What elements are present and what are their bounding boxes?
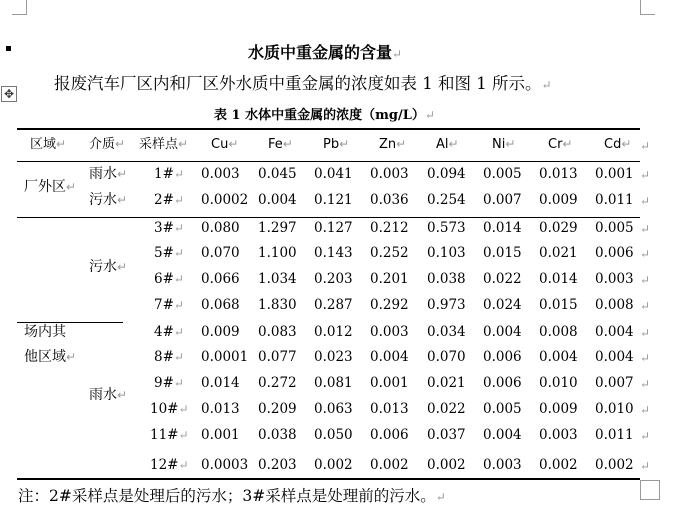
- concentration-value: 0.094: [427, 166, 466, 182]
- concentration-value: 0.292: [370, 297, 409, 313]
- concentration-value: 0.005: [483, 166, 522, 182]
- table-group-rule: [17, 217, 640, 218]
- concentration-value: 0.037: [427, 427, 466, 443]
- concentration-value: 0.022: [483, 271, 522, 287]
- concentration-value: 1.830: [258, 297, 297, 313]
- concentration-value: 0.002: [370, 457, 409, 473]
- concentration-value: 1.034: [258, 271, 297, 287]
- table-top-rule: [17, 128, 640, 130]
- table-bottom-rule: [17, 478, 640, 480]
- concentration-value: 0.013: [370, 401, 409, 417]
- concentration-value: 0.201: [370, 271, 409, 287]
- concentration-value: 0.038: [427, 271, 466, 287]
- concentration-value: 0.036: [370, 192, 409, 208]
- concentration-value: 0.0002: [201, 192, 249, 208]
- concentration-value: 0.006: [370, 427, 409, 443]
- concentration-value: 0.002: [427, 457, 466, 473]
- concentration-value: 0.013: [201, 401, 240, 417]
- paragraph-bullet: [6, 46, 11, 51]
- concentration-value: 0.005: [595, 220, 634, 236]
- concentration-value: 0.008: [539, 324, 578, 340]
- row-end-mark: ↵: [640, 326, 651, 340]
- concentration-value: 0.081: [314, 375, 353, 391]
- column-header: Ni↵: [492, 137, 516, 152]
- concentration-value: 0.005: [483, 401, 522, 417]
- concentration-value: 0.029: [539, 220, 578, 236]
- concentration-value: 0.004: [539, 349, 578, 365]
- concentration-value: 0.015: [539, 297, 578, 313]
- concentration-value: 0.254: [427, 192, 466, 208]
- row-end-mark: ↵: [640, 194, 651, 208]
- concentration-value: 0.063: [314, 401, 353, 417]
- page-corner-mark: [640, 0, 655, 15]
- concentration-value: 0.002: [539, 457, 578, 473]
- row-end-mark: ↵: [640, 168, 651, 182]
- media-label: 雨水↵: [89, 166, 128, 182]
- column-header: Al↵: [436, 137, 459, 152]
- concentration-value: 0.004: [483, 324, 522, 340]
- page-corner-mark: [12, 0, 27, 15]
- row-end-mark: ↵: [640, 247, 651, 261]
- row-end-mark: ↵: [640, 222, 651, 236]
- concentration-value: 0.068: [201, 297, 240, 313]
- row-end-mark: ↵: [640, 351, 651, 365]
- concentration-value: 0.004: [258, 192, 297, 208]
- sample-point: 10#↵: [150, 401, 189, 417]
- sample-point: 4#↵: [154, 324, 184, 340]
- row-end-mark: ↵: [640, 377, 651, 391]
- concentration-value: 1.100: [258, 245, 297, 261]
- concentration-value: 0.002: [595, 457, 634, 473]
- sample-point: 12#↵: [150, 457, 189, 473]
- concentration-value: 0.045: [258, 166, 297, 182]
- intro-paragraph: 报废汽车厂区内和厂区外水质中重金属的浓度如表 1 和图 1 所示。↵: [54, 74, 552, 93]
- column-header: Zn↵: [379, 137, 407, 152]
- concentration-value: 0.0003: [201, 457, 249, 473]
- concentration-value: 0.287: [314, 297, 353, 313]
- concentration-value: 0.070: [201, 245, 240, 261]
- column-header: Fe↵: [268, 137, 293, 152]
- concentration-value: 0.573: [427, 220, 466, 236]
- region-label: 厂外区↵: [24, 179, 77, 195]
- concentration-value: 0.011: [595, 192, 634, 208]
- sample-point: 7#↵: [154, 297, 184, 313]
- row-end-mark: ↵: [640, 459, 651, 473]
- concentration-value: 0.034: [427, 324, 466, 340]
- column-header: 区域↵: [30, 137, 67, 152]
- concentration-value: 0.003: [539, 427, 578, 443]
- sample-point: 5#↵: [154, 245, 184, 261]
- table-caption: 表 1 水体中重金属的浓度（mg/L）↵: [214, 108, 435, 123]
- media-label: 雨水↵: [89, 387, 128, 403]
- region-label: 他区域↵: [24, 349, 77, 365]
- concentration-value: 0.212: [370, 220, 409, 236]
- concentration-value: 0.041: [314, 166, 353, 182]
- concentration-value: 0.121: [314, 192, 353, 208]
- row-end-mark: ↵: [640, 273, 651, 287]
- concentration-value: 0.973: [427, 297, 466, 313]
- concentration-value: 0.015: [483, 245, 522, 261]
- concentration-value: 0.004: [595, 349, 634, 365]
- concentration-value: 0.009: [539, 401, 578, 417]
- concentration-value: 0.014: [483, 220, 522, 236]
- sample-point: 8#↵: [154, 349, 184, 365]
- sample-point: 6#↵: [154, 271, 184, 287]
- concentration-value: 0.014: [201, 375, 240, 391]
- table-note: 注：2#采样点是处理后的污水；3#采样点是处理前的污水。↵: [18, 487, 446, 505]
- concentration-value: 0.004: [483, 427, 522, 443]
- concentration-value: 0.010: [539, 375, 578, 391]
- column-header: Cr↵: [548, 137, 573, 152]
- concentration-value: 0.203: [314, 271, 353, 287]
- concentration-value: 0.080: [201, 220, 240, 236]
- concentration-value: 0.103: [427, 245, 466, 261]
- concentration-value: 0.001: [370, 375, 409, 391]
- concentration-value: 0.014: [539, 271, 578, 287]
- concentration-value: 0.050: [314, 427, 353, 443]
- concentration-value: 0.001: [201, 427, 240, 443]
- concentration-value: 0.003: [595, 271, 634, 287]
- column-header: 采样点↵: [139, 137, 189, 152]
- sample-point: 11#↵: [150, 427, 189, 443]
- concentration-value: 0.021: [539, 245, 578, 261]
- column-header: Pb↵: [323, 137, 350, 152]
- concentration-value: 0.001: [595, 166, 634, 182]
- table-media-rule: [17, 322, 123, 323]
- concentration-value: 0.003: [370, 324, 409, 340]
- concentration-value: 0.024: [483, 297, 522, 313]
- concentration-value: 0.009: [201, 324, 240, 340]
- section-title: 水质中重金属的含量↵: [248, 43, 403, 62]
- row-end-mark: ↵: [640, 403, 651, 417]
- concentration-value: 0.009: [539, 192, 578, 208]
- row-end-mark: ↵: [640, 139, 651, 153]
- page-corner-box: [640, 480, 660, 500]
- concentration-value: 0.012: [314, 324, 353, 340]
- media-label: 污水↵: [89, 192, 128, 208]
- concentration-value: 0.252: [370, 245, 409, 261]
- concentration-value: 0.002: [314, 457, 353, 473]
- table-move-handle-icon[interactable]: ✥: [1, 86, 17, 102]
- concentration-value: 0.007: [483, 192, 522, 208]
- concentration-value: 0.209: [258, 401, 297, 417]
- concentration-value: 0.272: [258, 375, 297, 391]
- concentration-value: 0.007: [595, 375, 634, 391]
- sample-point: 2#↵: [154, 192, 184, 208]
- concentration-value: 0.004: [370, 349, 409, 365]
- concentration-value: 0.127: [314, 220, 353, 236]
- concentration-value: 0.143: [314, 245, 353, 261]
- concentration-value: 0.023: [314, 349, 353, 365]
- column-header: Cd↵: [604, 137, 632, 152]
- sample-point: 3#↵: [154, 220, 184, 236]
- concentration-value: 0.011: [595, 427, 634, 443]
- row-end-mark: ↵: [640, 299, 651, 313]
- concentration-value: 0.006: [483, 375, 522, 391]
- concentration-value: 0.006: [595, 245, 634, 261]
- concentration-value: 0.077: [258, 349, 297, 365]
- concentration-value: 0.038: [258, 427, 297, 443]
- concentration-value: 0.083: [258, 324, 297, 340]
- concentration-value: 0.008: [595, 297, 634, 313]
- concentration-value: 0.004: [595, 324, 634, 340]
- concentration-value: 0.013: [539, 166, 578, 182]
- region-label: 场内其: [24, 324, 66, 340]
- concentration-value: 0.003: [370, 166, 409, 182]
- sample-point: 1#↵: [154, 166, 184, 182]
- media-label: 污水↵: [89, 259, 128, 275]
- concentration-value: 1.297: [258, 220, 297, 236]
- row-end-mark: ↵: [640, 429, 651, 443]
- concentration-value: 0.203: [258, 457, 297, 473]
- concentration-value: 0.0001: [201, 349, 249, 365]
- column-header: 介质↵: [89, 137, 126, 152]
- concentration-value: 0.006: [483, 349, 522, 365]
- concentration-value: 0.003: [201, 166, 240, 182]
- concentration-value: 0.003: [483, 457, 522, 473]
- concentration-value: 0.010: [595, 401, 634, 417]
- concentration-value: 0.066: [201, 271, 240, 287]
- table-header-rule: [17, 161, 640, 162]
- column-header: Cu↵: [211, 137, 239, 152]
- concentration-value: 0.070: [427, 349, 466, 365]
- concentration-value: 0.021: [427, 375, 466, 391]
- concentration-value: 0.022: [427, 401, 466, 417]
- sample-point: 9#↵: [154, 375, 184, 391]
